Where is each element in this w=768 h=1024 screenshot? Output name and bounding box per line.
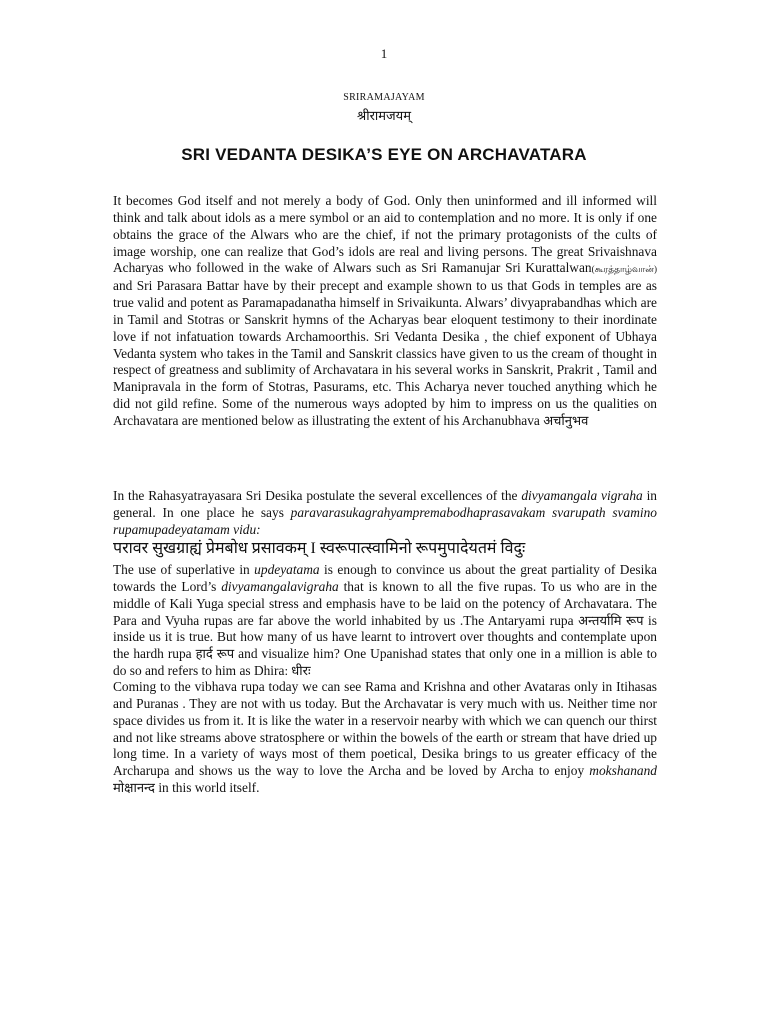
sanskrit-term: अन्तर्यामि रूप: [578, 612, 644, 628]
paragraph-text: It becomes God itself and not merely a body of God. Only then uninformed and ill informed will think and talk about idols as a mere symbol or an aid to contemplation and no more. It is only if one obtains the grace of the Alwars who are the chief, if not the primary protagonists of the cults of image worship, one can realize that God’s idols are real and living persons. The great Srivaishnava Acharyas who followed in the wake of Alwars such as Sri Ramanujar Sri Kurattalwan: [113, 193, 657, 276]
paragraph-vibhava: [113, 679, 657, 797]
italic-transliteration: paravarasukagrahyampremabodhaprasavakam svarupath svamino rupamupadeyatamam vidu:: [113, 504, 657, 537]
sanskrit-term: मोक्षानन्द: [113, 780, 155, 796]
tamil-name: (கூரத்தாழ்வான்): [591, 264, 657, 275]
italic-term: divyamangala vigraha: [521, 488, 643, 503]
header-sriramajayam-devanagari: श्रीरामजयम्: [357, 108, 411, 123]
paragraph-text: in this world itself.: [154, 780, 260, 796]
paragraph-rahasyatrayasara: [113, 488, 657, 558]
paragraph-text: in general. In one place he says: [113, 488, 657, 520]
paragraph-text: that is known to all the five rupas. To us who are in the middle of Kali Yuga special stress and emphasis have to be laid on the potency of Archavatara. The Para and Vyuha rupas are far above the world inhabited by us .The Antaryami rupa: [113, 578, 657, 628]
paragraph-superlative: [113, 562, 657, 680]
sanskrit-verse: परावर सुखग्राह्यं प्रेमबोध प्रसावकम् I स्वरूपात्स्वामिनो रूपमुपादेयतमं विदुः: [113, 539, 526, 557]
sanskrit-term: : धीरः: [284, 663, 311, 679]
paragraph-text: and Sri Parasara Battar have by their precept and example shown to us that Gods in temples are as true valid and potent as Paramapadanatha himself in Srivaikunta. Alwars’ divyaprabandhas which are in Tamil and Stotras or Sanskrit hymns of the Acharyas bear eloquent testimony to their inordinate love if not infatuation towards Archamoorthis. Sri Vedanta Desika , the chief exponent of Ubhaya Vedanta system who takes in the Tamil and Sanskrit classics have given to us the cream of thought in respect of greatness and sublimity of Archavatara in his several works in Sanskrit, Prakrit , Tamil and Manipravala in the form of Stotras, Pasurams, etc. This Acharya never touched anything which he did not gild refine. Some of the numerous ways adopted by him to impress on us the qualities on Archavatara are mentioned below as illustrating the extent of his Archanubhava: [113, 278, 657, 428]
sanskrit-term: हार्द रूप: [195, 646, 235, 662]
italic-term: updeyatama: [254, 562, 320, 577]
sanskrit-term: अर्चानुभव: [543, 412, 589, 428]
paragraph-text: Coming to the vibhava rupa today we can see Rama and Krishna and other Avataras only in Itihasas and Puranas . They are not with us today. But the Archavatar is very much with us. Neither time nor space divides us from it. It is like the water in a reservoir nearby with which we can quench our thirst and not like streams above stratosphere or within the bowels of the earth or stream that have dried up long time. In a variety of ways most of them poetical, Desika brings to us greater efficacy of the Archarupa and shows us the way to love the Archa and be loved by Archa to enjoy: [113, 679, 657, 779]
paragraph-text: In the Rahasyatrayasara Sri Desika postulate the several excellences of the: [113, 488, 522, 503]
paragraph-intro: [113, 193, 657, 430]
italic-term: divyamangalavigraha: [221, 578, 339, 594]
document-title: SRI VEDANTA DESIKA’S EYE ON ARCHAVATARA: [181, 145, 587, 164]
italic-term: mokshanand: [589, 763, 657, 779]
paragraph-text: The use of superlative in: [113, 562, 255, 577]
page-number: 1: [380, 46, 388, 61]
header-sriramajayam: SRIRAMAJAYAM: [343, 92, 425, 103]
paragraph-text: is inside us it is true. But how many of us have learnt to introvert over thoughts and contemplate upon the hardh rupa: [113, 612, 657, 662]
paragraph-text: and visualize him? One Upanishad states that only one in a million is able to do so and refers to him as Dhira: [113, 646, 657, 679]
paragraph-text: is enough to convince us about the great partiality of Desika towards the Lord’s: [113, 562, 657, 594]
